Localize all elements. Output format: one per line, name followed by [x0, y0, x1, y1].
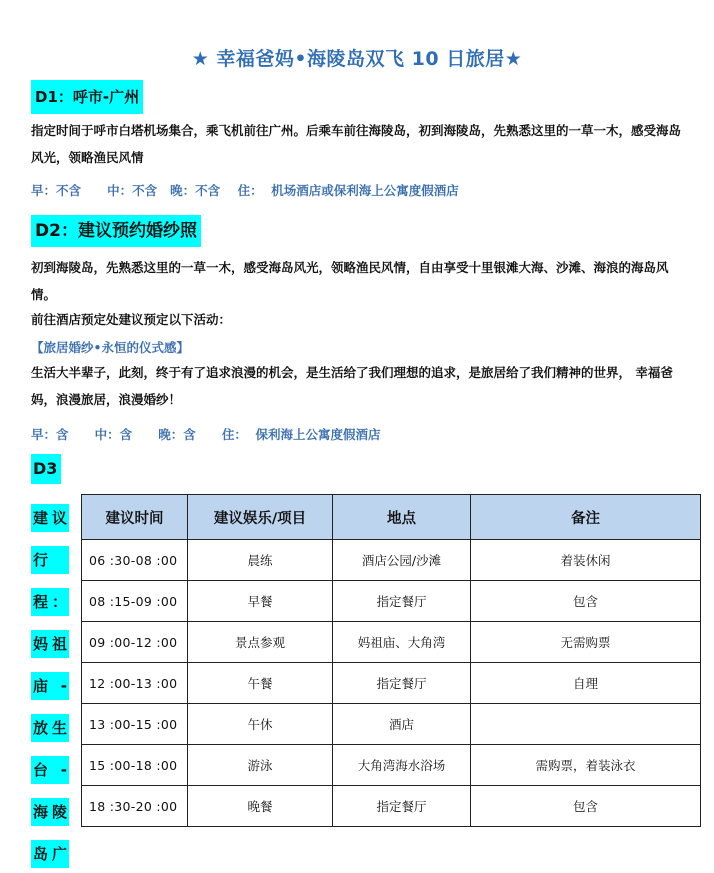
day3-vertical-segment: 放 生 — [31, 714, 69, 742]
day1-heading: D1：呼市-广州 — [31, 80, 143, 114]
cell-place: 妈祖庙、大角湾 — [333, 622, 471, 663]
cell-note: 自理 — [471, 663, 701, 704]
table-row — [82, 745, 701, 786]
day3-heading: D3 — [31, 454, 61, 484]
column-header-time: 建议时间 — [82, 495, 188, 540]
day2-meals-lodging: 早：含 中：含 晚：含 住： 保利海上公寓度假酒店 — [31, 427, 381, 442]
day1-description: 指定时间于呼市白塔机场集合，乘飞机前往广州。后乘车前往海陵岛，初到海陵岛，先熟悉这里的一草一木，感受海岛风光，领略渔民风情 — [31, 123, 682, 165]
cell-note: 包含 — [471, 581, 701, 622]
cell-place: 酒店 — [333, 704, 471, 745]
day3-vertical-segment: 行 — [31, 546, 69, 574]
cell-note: 需购票，着装泳衣 — [471, 745, 701, 786]
cell-note: 包含 — [471, 786, 701, 827]
table-row — [82, 581, 701, 622]
table-row — [82, 704, 701, 745]
column-header-note: 备注 — [471, 495, 701, 540]
cell-time: 08 :15-09 :00 — [82, 581, 188, 622]
day3-vertical-segment: 岛 广 — [31, 840, 69, 868]
cell-activity: 晨练 — [188, 540, 333, 581]
day3-vertical-segment: 庙 - — [31, 672, 69, 700]
cell-activity: 游泳 — [188, 745, 333, 786]
cell-time: 09 :00-12 :00 — [82, 622, 188, 663]
day2-heading: D2：建议预约婚纱照 — [31, 215, 201, 247]
cell-time: 13 :00-15 :00 — [82, 704, 188, 745]
table-row — [82, 663, 701, 704]
cell-place: 酒店公园/沙滩 — [333, 540, 471, 581]
day2-wedding-text: 生活大半辈子，此刻，终于有了追求浪漫的机会，是生活给了我们理想的追求，是旅居给了我们精神的世界， 幸福爸妈，浪漫旅居，浪漫婚纱！ — [31, 365, 673, 407]
cell-place: 指定餐厅 — [333, 663, 471, 704]
day3-schedule-table — [81, 494, 701, 827]
day3-vertical-segment: 妈 祖 — [31, 630, 69, 658]
day2-booking-note: 前往酒店预定处建议预定以下活动： — [31, 312, 232, 327]
cell-note: 无需购票 — [471, 622, 701, 663]
day3-vertical-segment: 台 - — [31, 756, 69, 784]
cell-place: 指定餐厅 — [333, 786, 471, 827]
day3-vertical-segment: 程 ： — [31, 588, 69, 616]
cell-time: 15 :00-18 :00 — [82, 745, 188, 786]
cell-activity: 晚餐 — [188, 786, 333, 827]
cell-activity: 午休 — [188, 704, 333, 745]
column-header-place: 地点 — [333, 495, 471, 540]
column-header-activity: 建议娱乐/项目 — [188, 495, 333, 540]
table-row — [82, 622, 701, 663]
table-row — [82, 786, 701, 827]
cell-place: 大角湾海水浴场 — [333, 745, 471, 786]
cell-place: 指定餐厅 — [333, 581, 471, 622]
table-row — [82, 540, 701, 581]
day2-wedding-tag: 【旅居婚纱•永恒的仪式感】 — [31, 340, 189, 355]
day3-vertical-segment: 建 议 — [31, 504, 69, 532]
day2-description: 初到海陵岛，先熟悉这里的一草一木，感受海岛风光，领略渔民风情，自由享受十里银滩大海、沙滩、海浪的海岛风情。 — [31, 260, 669, 302]
cell-activity: 早餐 — [188, 581, 333, 622]
cell-time: 18 :30-20 :00 — [82, 786, 188, 827]
cell-activity: 景点参观 — [188, 622, 333, 663]
day3-vertical-segment: 海 陵 — [31, 798, 69, 826]
cell-time: 06 :30-08 :00 — [82, 540, 188, 581]
day1-meals-lodging: 早：不含 中：不含 晚：不含 住： 机场酒店或保利海上公寓度假酒店 — [31, 183, 459, 198]
cell-note: 着装休闲 — [471, 540, 701, 581]
cell-note — [471, 704, 701, 745]
cell-time: 12 :00-13 :00 — [82, 663, 188, 704]
cell-activity: 午餐 — [188, 663, 333, 704]
page-title: ★ 幸福爸妈•海陵岛双飞 10 日旅居★ — [191, 48, 523, 70]
table-header-row — [82, 495, 701, 540]
